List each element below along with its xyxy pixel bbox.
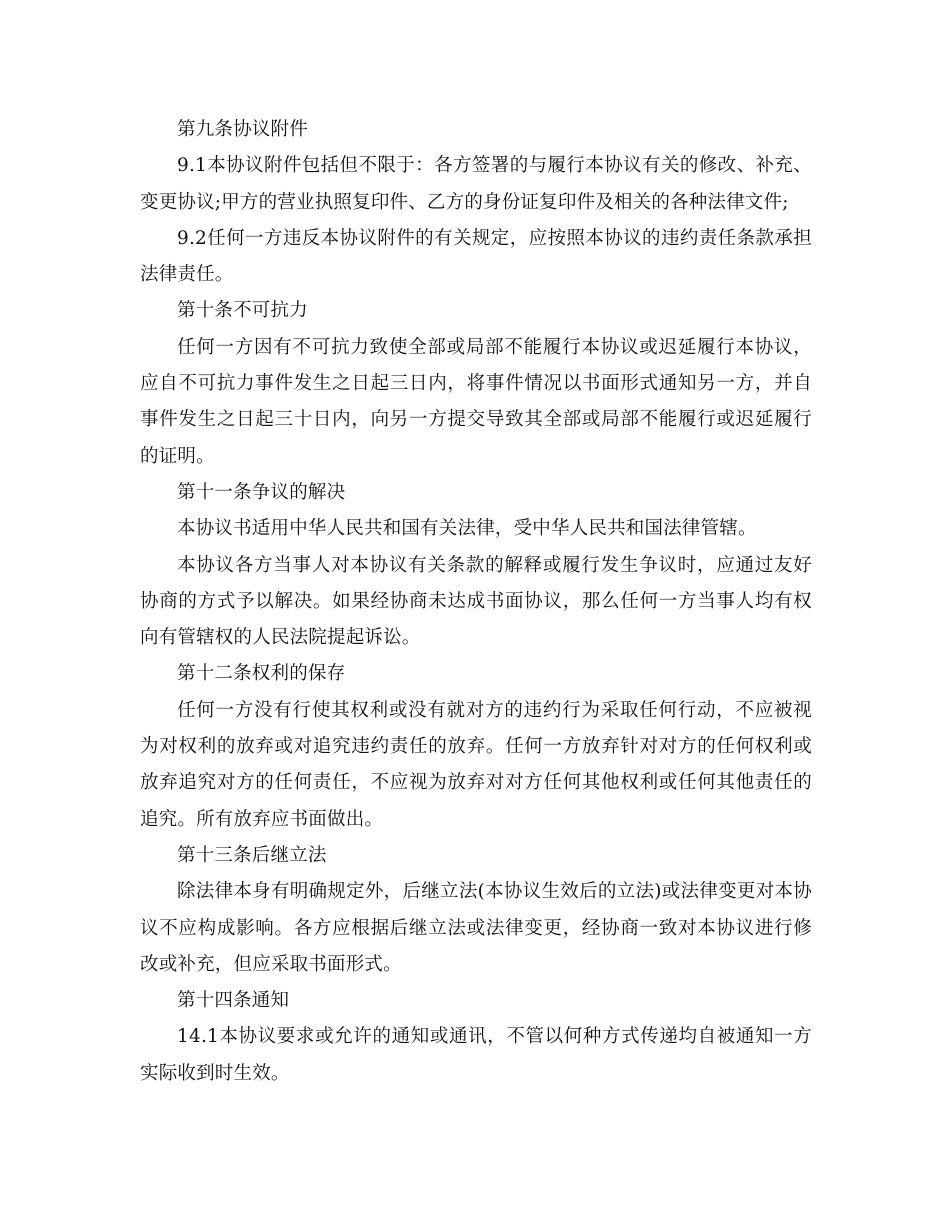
article-10-heading: 第十条不可抗力: [177, 300, 308, 322]
article-9-clause-2: 9.2任何一方违反本协议附件的有关规定，应按照本协议的违约责任条款承担法律责任。: [140, 227, 812, 286]
article-13-body: 除法律本身有明确规定外，后继立法(本协议生效后的立法)或法律变更对本协议不应构成影响。各方应根据后继立法或法律变更，经协商一致对本协议进行修改或补充，但应采取书面形式。: [140, 881, 812, 975]
article-11-governing-law: 本协议书适用中华人民共和国有关法律，受中华人民共和国法律管辖。: [177, 518, 757, 540]
article-10-body: 任何一方因有不可抗力致使全部或局部不能履行本协议或迟延履行本协议，应自不可抗力事件发生之日起三日内，将事件情况以书面形式通知另一方，并自事件发生之日起三十日内，向另一方提交导致其全部或局部不能履行或迟延履行的证明。: [140, 336, 812, 467]
article-9-heading: 第九条协议附件: [177, 119, 308, 140]
article-9-clause-1: 9.1本协议附件包括但不限于：各方签署的与履行本协议有关的修改、补充、变更协议;甲方的营业执照复印件、乙方的身份证复印件及相关的各种法律文件;: [140, 155, 812, 213]
article-14-heading: 第十四条通知: [177, 990, 290, 1012]
article-14-clause-1: 14.1本协议要求或允许的通知或通讯，不管以何种方式传递均自被通知一方实际收到时生效。: [140, 1026, 812, 1084]
article-11-dispute-body: 本协议各方当事人对本协议有关条款的解释或履行发生争议时，应通过友好协商的方式予以解决。如果经协商未达成书面协议，那么任何一方当事人均有权向有管辖权的人民法院提起诉讼。: [140, 554, 812, 649]
document-body: [140, 112, 812, 1092]
article-12-heading: 第十二条权利的保存: [177, 663, 346, 685]
article-11-heading: 第十一条争议的解决: [177, 481, 346, 503]
article-12-body: 任何一方没有行使其权利或没有就对方的违约行为采取任何行动，不应被视为对权利的放弃或对追究违约责任的放弃。任何一方放弃针对对方的任何权利或放弃追究对方的任何责任，不应视为放弃对对方任何其他权利或任何其他责任的追究。所有放弃应书面做出。: [140, 699, 812, 830]
article-13-heading: 第十三条后继立法: [177, 844, 327, 866]
